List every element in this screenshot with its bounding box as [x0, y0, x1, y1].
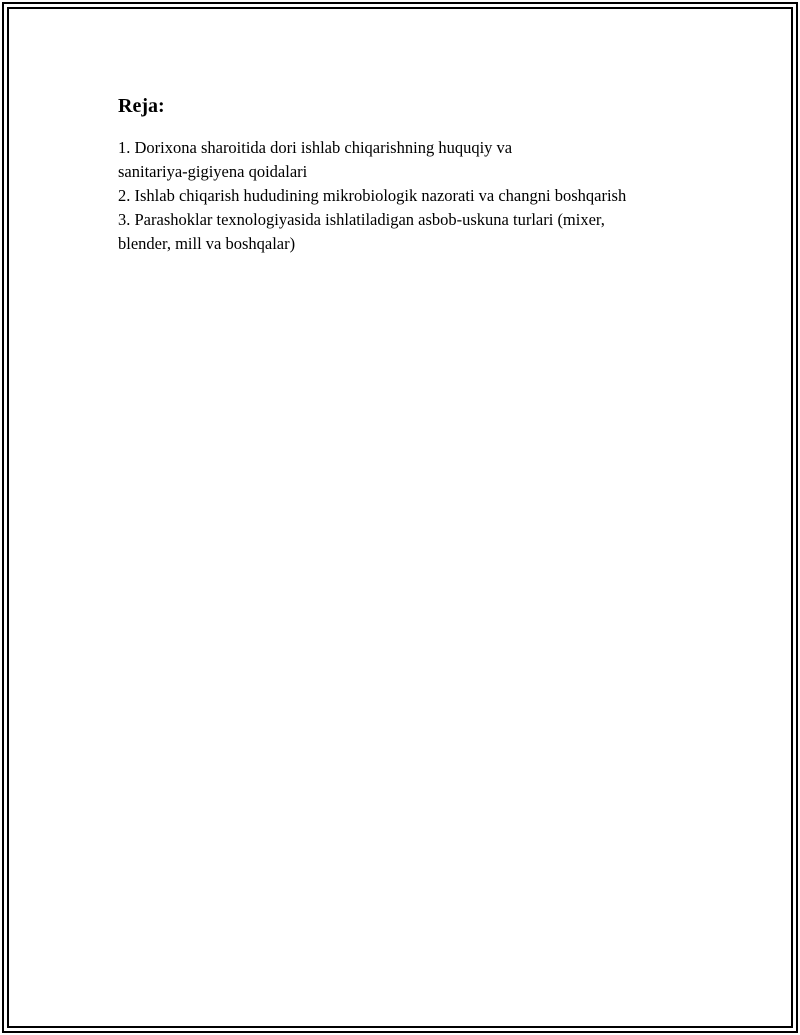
plan-item-2 — [118, 184, 698, 208]
plan-item-3 — [118, 208, 698, 256]
plan-item-line: blender, mill va boshqalar) — [118, 234, 296, 253]
plan-list — [118, 136, 698, 256]
plan-item-line: 2. Ishlab chiqarish hududining mikrobiologik nazorati va changni boshqarish — [118, 186, 627, 205]
plan-item-line: 1. Dorixona sharoitida dori ishlab chiqarishning huquqiy va — [118, 138, 513, 157]
plan-item-1 — [118, 136, 698, 184]
plan-heading: Reja: — [118, 95, 165, 117]
plan-item-line: sanitariya-gigiyena qoidalari — [118, 162, 308, 181]
page-content — [118, 94, 698, 256]
plan-item-line: 3. Parashoklar texnologiyasida ishlatiladigan asbob-uskuna turlari (mixer, — [118, 210, 605, 229]
